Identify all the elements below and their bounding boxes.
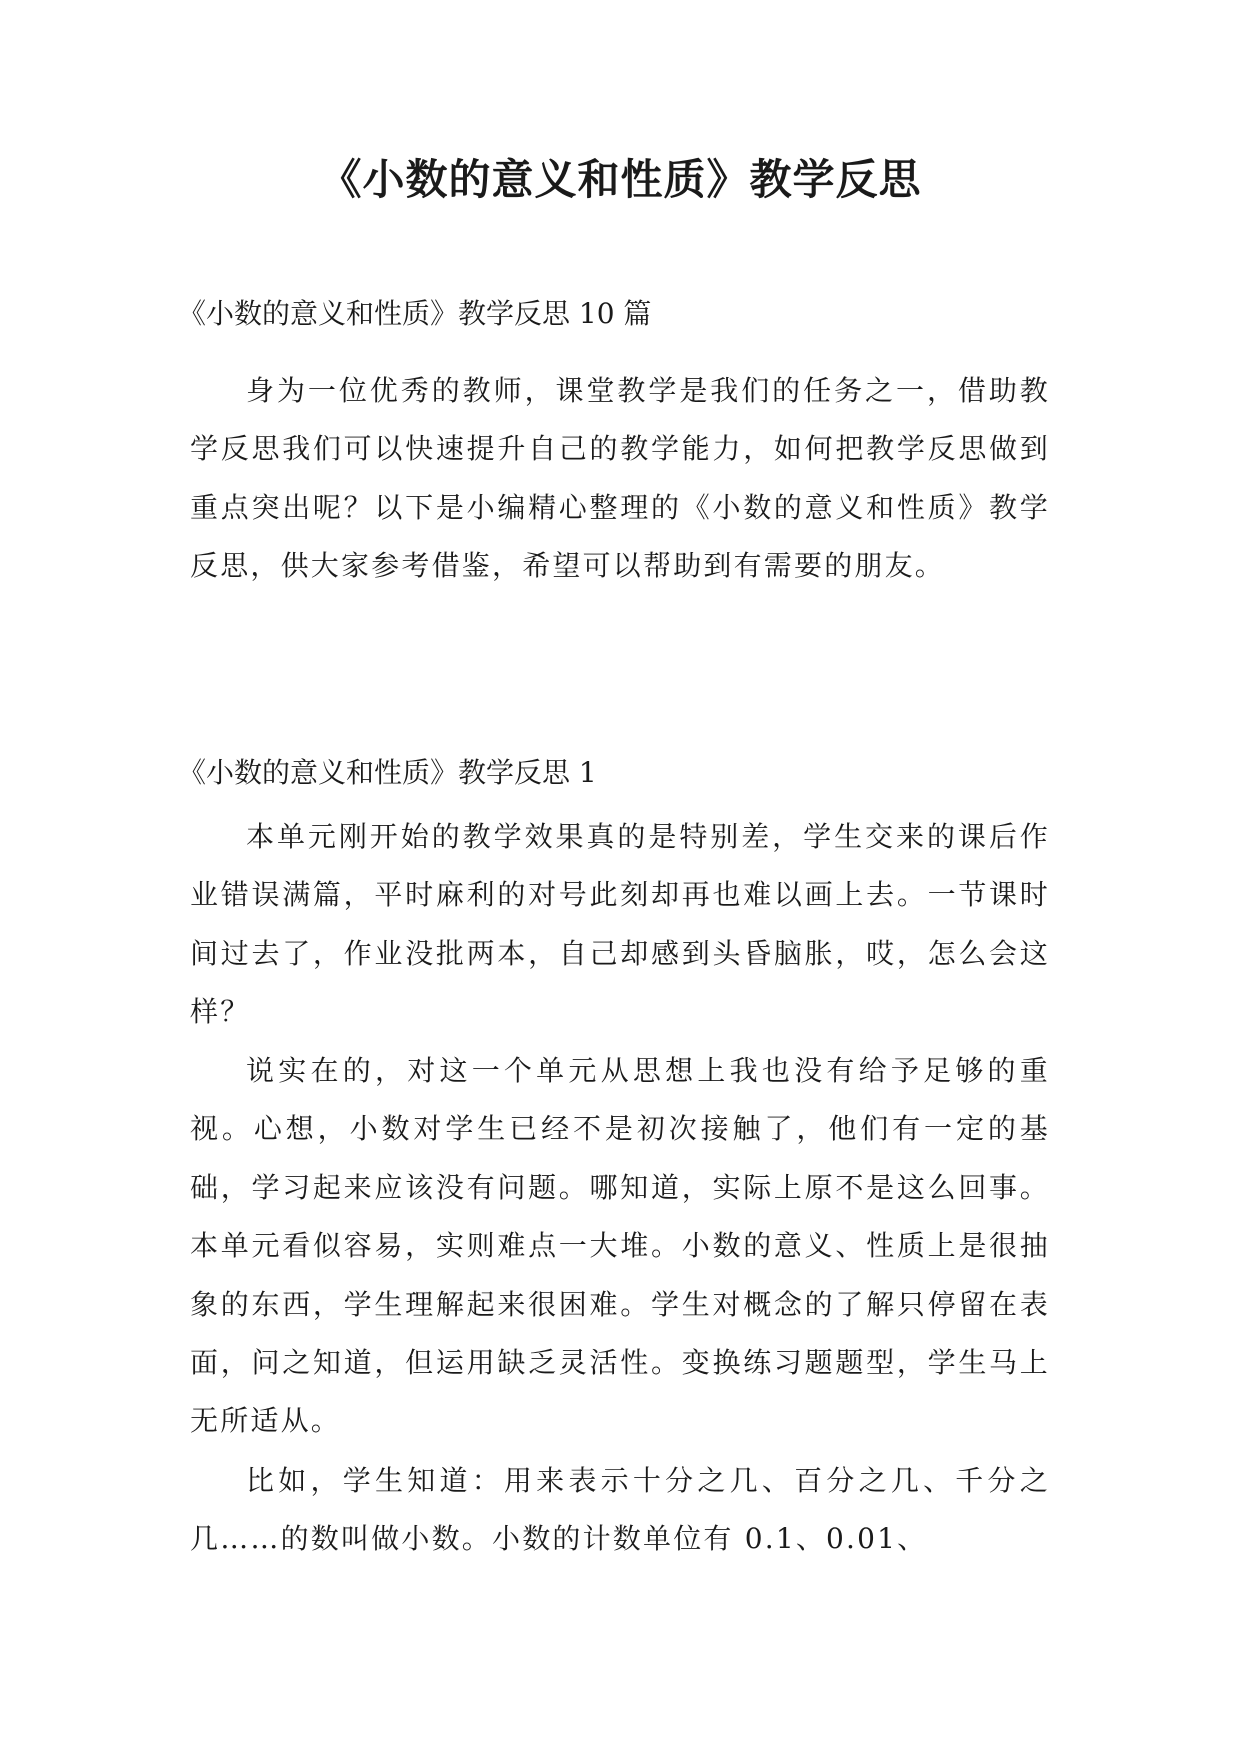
document-subtitle: 《小数的意义和性质》教学反思 10 篇 bbox=[178, 297, 652, 330]
document-title: 《小数的意义和性质》教学反思 bbox=[319, 155, 922, 204]
body-paragraph: 说实在的，对这一个单元从思想上我也没有给予足够的重视。心想，小数对学生已经不是初次接触了，他们有一定的基础，学习起来应该没有问题。哪知道，实际上原不是这么回事。本单元看似容易，实则难点一大堆。小数的意义、性质上是很抽象的东西，学生理解起来很困难。学生对概念的了解只停留在表面，问之知道，但运用缺乏灵活性。变换练习题题型，学生马上无所适从。 bbox=[190, 1054, 1050, 1438]
body-paragraph: 比如，学生知道：用来表示十分之几、百分之几、千分之几……的数叫做小数。小数的计数单位有 0.1、0.01、 bbox=[190, 1464, 1050, 1556]
section-heading: 《小数的意义和性质》教学反思 1 bbox=[178, 756, 597, 789]
intro-paragraph: 身为一位优秀的教师，课堂教学是我们的任务之一，借助教学反思我们可以快速提升自己的教学能力，如何把教学反思做到重点突出呢？以下是小编精心整理的《小数的意义和性质》教学反思，供大家参考借鉴，希望可以帮助到有需要的朋友。 bbox=[190, 374, 1050, 583]
body-paragraph: 本单元刚开始的教学效果真的是特别差，学生交来的课后作业错误满篇，平时麻利的对号此刻却再也难以画上去。一节课时间过去了，作业没批两本，自己却感到头昏脑胀，哎，怎么会这样？ bbox=[190, 820, 1050, 1029]
